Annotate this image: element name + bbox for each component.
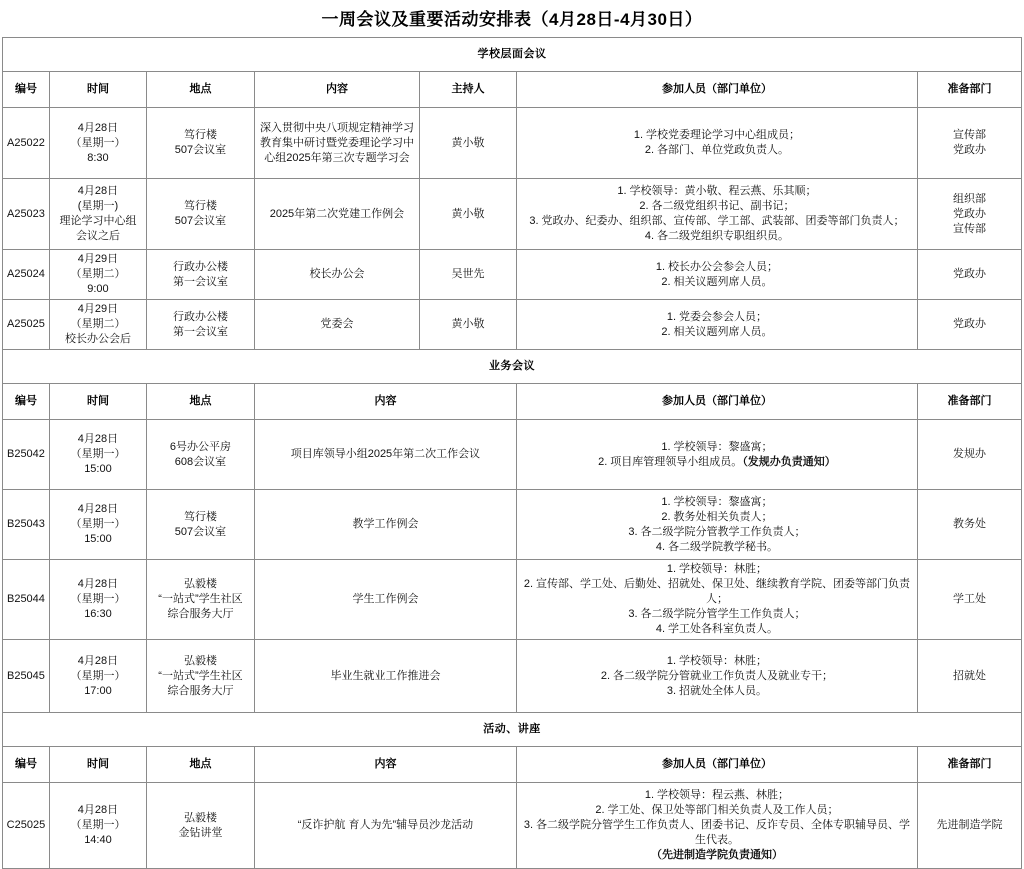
row-content-line: 2025年第二次党建工作例会 [269, 207, 405, 220]
row-time-line: 4月28日 [77, 578, 119, 590]
row-prepare-line: 组织部 [953, 192, 986, 205]
participants-line [520, 562, 914, 577]
schedule-row [2, 300, 1021, 350]
row-participants [516, 783, 917, 869]
participants-line [520, 803, 914, 818]
row-time-line: （星期一） [70, 593, 126, 605]
section-title: 学校层面会议 [2, 38, 1021, 72]
participants-line [520, 654, 914, 669]
row-location-line: 6号办公平房 [169, 440, 232, 453]
section-row [2, 350, 1021, 384]
participants-line [520, 607, 914, 622]
participants-line [520, 184, 914, 199]
row-participants [516, 300, 917, 350]
row-location-line: 弘毅楼 [183, 578, 217, 590]
row-host [419, 179, 516, 250]
row-location-line: 综合服务大厅 [167, 684, 234, 697]
row-participants [516, 179, 917, 250]
row-time-line: （星期二） [70, 318, 126, 330]
row-time-line: 17:00 [84, 684, 112, 697]
row-id-line: B25043 [6, 518, 45, 530]
row-time [49, 300, 146, 350]
row-location-line: 507会议室 [174, 215, 227, 227]
participants-text: 4. 各二级党组织专职组织员。 [644, 230, 790, 242]
row-prepare-line: 宣传部 [953, 222, 986, 235]
row-prepare [917, 250, 1021, 300]
row-prepare-line: 先进制造学院 [936, 819, 1003, 831]
row-id [2, 179, 49, 250]
row-time-line: 14:40 [84, 834, 112, 846]
row-prepare-line: 教务处 [953, 518, 986, 530]
row-content-line: 校长办公会 [309, 268, 365, 280]
row-content-line: 学生工作例会 [352, 593, 419, 605]
row-time [49, 640, 146, 713]
row-time-line: （星期一） [70, 136, 126, 149]
row-content [254, 108, 419, 179]
participants-line [520, 669, 914, 684]
schedule-row [2, 108, 1021, 179]
row-location [146, 250, 254, 300]
row-id [2, 490, 49, 560]
row-time-line: 9:00 [87, 283, 109, 295]
row-time-line: 4月28日 [77, 121, 119, 134]
column-header: 参加人员（部门单位） [516, 72, 917, 108]
participants-text: 1. 学校领导：林胜； [666, 654, 768, 667]
row-prepare-line: 学工处 [953, 593, 986, 605]
column-header: 时间 [49, 384, 146, 420]
participants-text: 3. 各二级学院分管学生工作负责人、团委书记、反诈专员、全体专职辅导员、学生代表。 [523, 819, 911, 846]
participants-text: 3. 党政办、纪委办、组织部、宣传部、学工部、武装部、团委等部门负责人； [529, 215, 905, 227]
row-location-line: 507会议室 [174, 144, 227, 156]
participants-text: 1. 党委会参会人员； [666, 310, 768, 323]
row-location [146, 108, 254, 179]
column-header: 时间 [49, 72, 146, 108]
row-location-line: 金钻讲堂 [178, 826, 223, 839]
participants-line [520, 495, 914, 510]
column-header: 内容 [254, 384, 516, 420]
row-prepare [917, 490, 1021, 560]
row-prepare-line: 宣传部 [953, 129, 986, 141]
row-location [146, 179, 254, 250]
row-id-line: A25025 [6, 318, 45, 330]
participants-note-bold: （发规办负责通知） [742, 455, 836, 468]
row-id-line: A25024 [6, 268, 45, 280]
participants-line [520, 143, 914, 158]
row-id-line: A25022 [6, 136, 45, 149]
row-time-line: 4月28日 [77, 433, 119, 445]
participants-text: 1. 学校领导：黄小敬、程云燕、乐其顺； [617, 185, 817, 197]
participants-note-bold: （先进制造学院负责通知） [650, 849, 783, 861]
row-participants [516, 108, 917, 179]
row-host-line: 黄小敬 [451, 318, 485, 330]
column-header: 地点 [146, 747, 254, 783]
row-id [2, 250, 49, 300]
column-header: 准备部门 [917, 72, 1021, 108]
row-time-line: （星期一） [70, 819, 126, 831]
row-location [146, 640, 254, 713]
row-prepare-line: 党政办 [953, 144, 986, 156]
column-header-row [2, 747, 1021, 783]
row-time-line: 8:30 [87, 151, 109, 164]
row-host [419, 250, 516, 300]
row-location [146, 300, 254, 350]
column-header-row [2, 72, 1021, 108]
participants-line [520, 310, 914, 325]
row-prepare [917, 420, 1021, 490]
participants-line [520, 540, 914, 555]
row-time-line: 4月28日 [77, 804, 119, 816]
row-id-line: A25023 [6, 207, 45, 220]
participants-text: 2. 学工处、保卫处等部门相关负责人及工作人员； [595, 804, 839, 816]
participants-text: 2. 教务处相关负责人； [661, 510, 773, 523]
column-header-row [2, 384, 1021, 420]
participants-text: 1. 学校党委理论学习中心组成员； [633, 129, 801, 141]
row-time [49, 179, 146, 250]
participants-line [520, 260, 914, 275]
row-id [2, 640, 49, 713]
row-time [49, 420, 146, 490]
schedule-table-body [2, 38, 1021, 869]
schedule-table [2, 37, 1022, 869]
row-prepare [917, 560, 1021, 640]
row-content-line: “反诈护航 育人为先”辅导员沙龙活动 [297, 819, 474, 831]
row-time-line: （星期一） [70, 518, 126, 530]
row-location-line: 弘毅楼 [183, 811, 217, 824]
participants-text: 3. 各二级学院分管学生工作负责人； [628, 608, 806, 620]
row-prepare [917, 300, 1021, 350]
participants-line [520, 199, 914, 214]
row-prepare [917, 783, 1021, 869]
row-time-line: （星期二） [70, 268, 126, 280]
participants-line [520, 510, 914, 525]
row-prepare-line: 招就处 [953, 669, 986, 682]
column-header: 地点 [146, 72, 254, 108]
row-time-line: 4月28日 [77, 654, 119, 667]
row-participants [516, 250, 917, 300]
participants-text: 1. 学校领导：黎盛寓； [661, 440, 773, 453]
row-content [254, 560, 516, 640]
row-location-line: 笃行楼 [183, 200, 217, 212]
schedule-row [2, 250, 1021, 300]
row-time [49, 783, 146, 869]
row-content [254, 420, 516, 490]
row-id-line: C25025 [6, 819, 46, 831]
row-prepare [917, 640, 1021, 713]
section-row [2, 713, 1021, 747]
row-id [2, 783, 49, 869]
participants-line [520, 818, 914, 848]
participants-line [520, 684, 914, 699]
row-host [419, 300, 516, 350]
participants-text: 3. 招就处全体人员。 [666, 684, 768, 697]
row-location-line: 507会议室 [174, 525, 227, 538]
participants-text: 2. 项目库管理领导小组成员。 [598, 455, 743, 468]
column-header: 地点 [146, 384, 254, 420]
participants-text: 2. 各二级学院分管就业工作负责人及就业专干； [600, 669, 834, 682]
row-time-line: （星期一） [70, 669, 126, 682]
row-location-line: “一站式”学生社区 [158, 669, 243, 682]
column-header: 参加人员（部门单位） [516, 384, 917, 420]
row-location-line: 笃行楼 [183, 510, 217, 523]
column-header: 参加人员（部门单位） [516, 747, 917, 783]
row-prepare-line: 发规办 [953, 448, 986, 460]
participants-text: 1. 校长办公会参会人员； [655, 260, 779, 273]
row-host-line: 吴世先 [451, 268, 485, 280]
schedule-row [2, 640, 1021, 713]
row-content [254, 300, 419, 350]
participants-text: 4. 各二级学院教学秘书。 [655, 540, 779, 553]
row-prepare [917, 108, 1021, 179]
column-header: 内容 [254, 72, 419, 108]
participants-line [520, 622, 914, 637]
participants-line [520, 455, 914, 470]
row-time [49, 560, 146, 640]
row-time-line: 会议之后 [75, 230, 120, 242]
row-time-line: 4月28日 [77, 503, 119, 515]
row-time-line: 15:00 [84, 463, 112, 475]
row-id [2, 108, 49, 179]
participants-text: 4. 学工处各科室负责人。 [655, 623, 779, 635]
participants-text: 1. 学校领导：林胜； [666, 563, 768, 575]
participants-line [520, 788, 914, 803]
row-content [254, 783, 516, 869]
section-row [2, 38, 1021, 72]
row-id-line: B25044 [6, 593, 45, 605]
participants-line [520, 275, 914, 290]
row-content-line: 党委会 [320, 318, 354, 330]
participants-line [520, 577, 914, 607]
row-time-line: 15:00 [84, 533, 112, 545]
column-header: 编号 [2, 747, 49, 783]
row-time [49, 490, 146, 560]
row-content-line: 项目库领导小组2025年第二次工作会议 [290, 448, 481, 460]
schedule-row [2, 420, 1021, 490]
row-time-line: （星期一） [70, 448, 126, 460]
section-title: 活动、讲座 [2, 713, 1021, 747]
row-host-line: 黄小敬 [451, 136, 485, 149]
participants-text: 2. 各二级党组织书记、副书记； [639, 200, 795, 212]
row-location [146, 783, 254, 869]
row-location-line: 608会议室 [174, 455, 227, 468]
participants-line [520, 525, 914, 540]
row-participants [516, 490, 917, 560]
row-prepare-line: 党政办 [953, 318, 986, 330]
participants-line [520, 325, 914, 340]
column-header: 准备部门 [917, 747, 1021, 783]
row-id-line: B25042 [6, 448, 45, 460]
row-time [49, 250, 146, 300]
row-location [146, 420, 254, 490]
participants-text: 1. 学校领导：程云燕、林胜； [644, 789, 790, 801]
participants-line [520, 214, 914, 229]
row-participants [516, 420, 917, 490]
row-prepare-line: 党政办 [953, 268, 986, 280]
row-time-line: 4月29日 [77, 253, 119, 265]
schedule-row [2, 560, 1021, 640]
participants-line [520, 440, 914, 455]
participants-line [520, 848, 914, 863]
participants-text: 2. 相关议题列席人员。 [661, 275, 773, 288]
column-header: 时间 [49, 747, 146, 783]
schedule-row [2, 783, 1021, 869]
participants-text: 2. 宣传部、学工处、后勤处、招就处、保卫处、继续教育学院、团委等部门负责人； [523, 578, 911, 605]
participants-text: 2. 各部门、单位党政负责人。 [644, 144, 790, 156]
row-prepare-line: 党政办 [953, 207, 986, 220]
row-location [146, 490, 254, 560]
row-participants [516, 560, 917, 640]
row-time-line: 校长办公会后 [64, 333, 131, 345]
row-location-line: 行政办公楼 [172, 260, 228, 273]
row-time-line: 4月29日 [77, 303, 119, 315]
row-content-line: 毕业生就业工作推进会 [330, 669, 441, 682]
row-location-line: 第一会议室 [172, 275, 228, 288]
row-time-line: (星期一) [77, 200, 119, 212]
row-time [49, 108, 146, 179]
participants-text: 3. 各二级学院分管教学工作负责人； [628, 525, 806, 538]
row-id [2, 300, 49, 350]
column-header: 编号 [2, 72, 49, 108]
participants-line [520, 229, 914, 244]
row-id [2, 420, 49, 490]
row-location [146, 560, 254, 640]
row-content [254, 179, 419, 250]
row-content [254, 250, 419, 300]
schedule-row [2, 490, 1021, 560]
row-id-line: B25045 [6, 669, 45, 682]
row-prepare [917, 179, 1021, 250]
schedule-row [2, 179, 1021, 250]
row-time-line: 4月28日 [77, 185, 119, 197]
row-location-line: 综合服务大厅 [167, 608, 234, 620]
row-location-line: 笃行楼 [183, 129, 217, 141]
participants-text: 1. 学校领导：黎盛寓； [661, 495, 773, 508]
row-participants [516, 640, 917, 713]
column-header: 主持人 [419, 72, 516, 108]
row-host-line: 黄小敬 [451, 207, 485, 220]
row-content [254, 640, 516, 713]
participants-line [520, 128, 914, 143]
section-title: 业务会议 [2, 350, 1021, 384]
row-location-line: 行政办公楼 [172, 310, 228, 323]
page-title: 一周会议及重要活动安排表（4月28日-4月30日） [321, 10, 703, 29]
row-time-line: 理论学习中心组 [59, 215, 137, 227]
row-host [419, 108, 516, 179]
row-time-line: 16:30 [84, 608, 112, 620]
row-location-line: 弘毅楼 [183, 654, 217, 667]
participants-text: 2. 相关议题列席人员。 [661, 325, 773, 338]
column-header: 编号 [2, 384, 49, 420]
row-location-line: 第一会议室 [172, 325, 228, 338]
row-content-line: 深入贯彻中央八项规定精神学习教育集中研讨暨党委理论学习中心组2025年第三次专题学习会 [259, 121, 414, 164]
row-content [254, 490, 516, 560]
row-content-line: 教学工作例会 [352, 518, 419, 530]
row-id [2, 560, 49, 640]
column-header: 内容 [254, 747, 516, 783]
row-location-line: “一站式”学生社区 [158, 593, 243, 605]
column-header: 准备部门 [917, 384, 1021, 420]
